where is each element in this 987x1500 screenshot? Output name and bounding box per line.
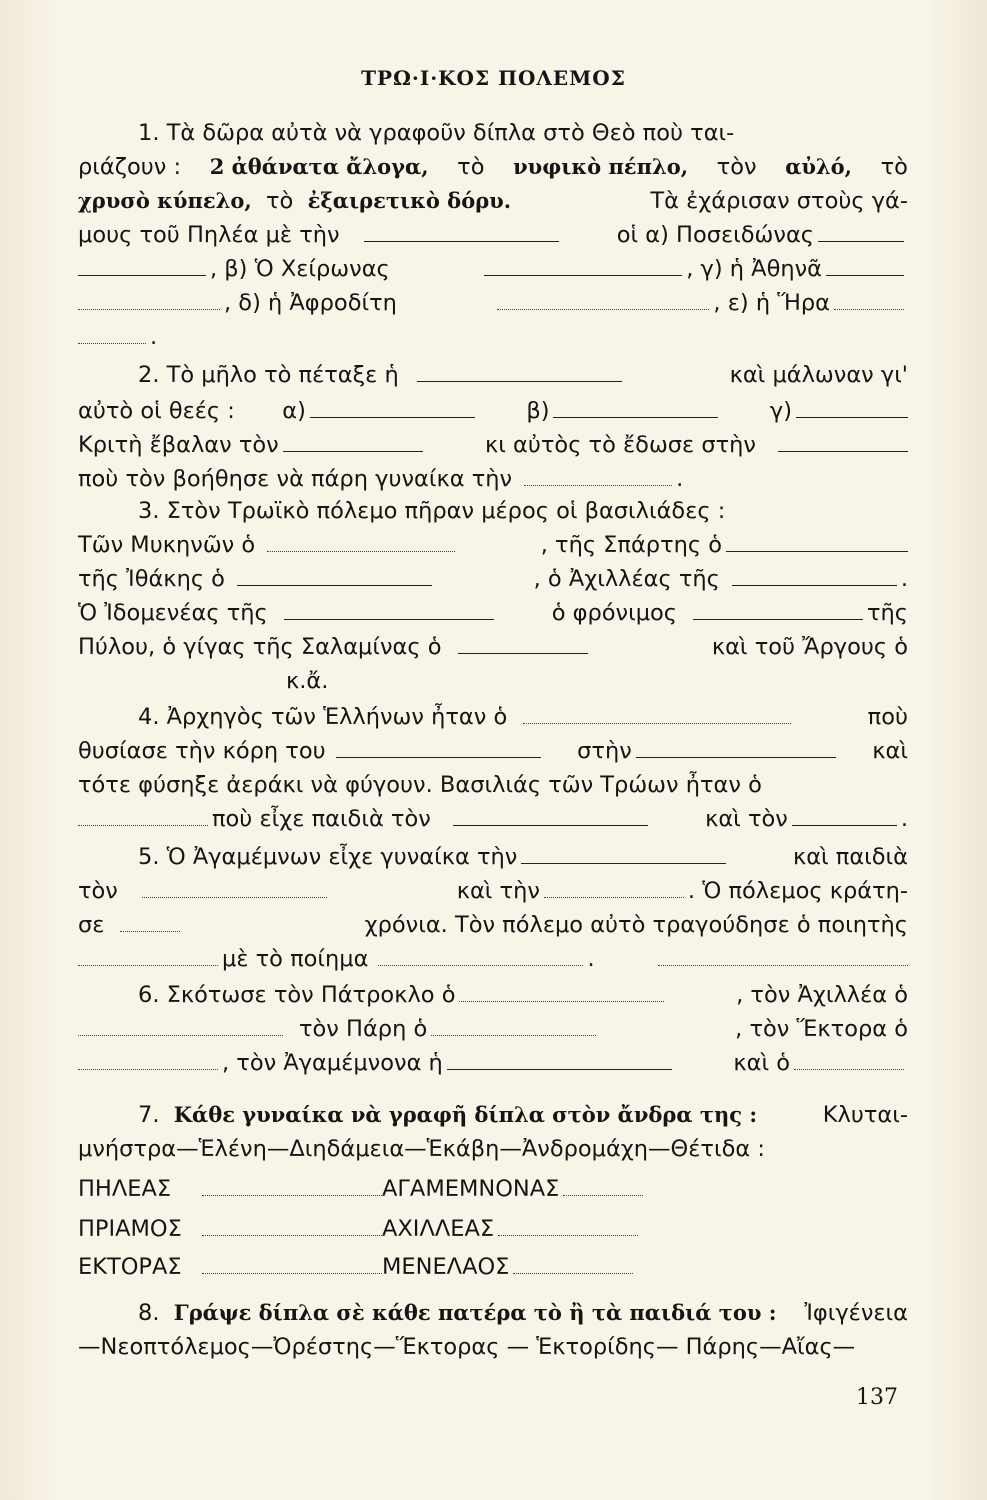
answer-blank[interactable] [78,1049,218,1070]
answer-blank[interactable] [792,805,897,826]
q2-line-2: αὐτὸ οἱ θεές : α) β) γ) [78,394,908,428]
q1-line-3: χρυσὸ κύπελο, τὸ ἐξαιρετικὸ δόρυ. Τὰ ἐχάρισαν στοὺς γά- [78,188,908,214]
q8-line-1: 8. Γράψε δίπλα σὲ κάθε πατέρα τὸ ἢ τὰ παιδιά του : Ἰφιγένεια [138,1300,908,1326]
q3-line-2: Τῶν Μυκηνῶν ὁ , τῆς Σπάρτης ὁ [78,528,908,562]
answer-blank[interactable] [336,737,541,758]
q1-line-1: 1. Τὰ δῶρα αὐτὰ νὰ γραφοῦν δίπλα στὸ Θεὸ ποὺ ται- [138,120,735,146]
q1-line-2: ριάζουν : 2 ἀθάνατα ἄλογα, τὸ νυφικὸ πέπλο, τὸν αὐλό, τὸ [78,154,908,180]
answer-blank[interactable] [818,221,904,242]
answer-blank[interactable] [202,1253,382,1274]
answer-blank[interactable] [834,289,904,310]
answer-blank[interactable] [78,255,206,276]
q2-line-3: Κριτὴ ἔβαλαν τὸν κι αὐτὸς τὸ ἔδωσε στὴν [78,428,908,462]
answer-blank[interactable] [78,805,208,826]
answer-blank[interactable] [513,1253,633,1274]
q1-line-5: , β) Ὁ Χείρωνας , γ) ἡ Ἀθηνᾶ [78,252,908,286]
answer-blank[interactable] [283,431,423,452]
q7-line-1: 7. Κάθε γυναίκα νὰ γραφῆ δίπλα στὸν ἄνδρα της : Κλυται- [138,1102,908,1128]
q4-line-3: τότε φύσηξε ἀεράκι νὰ φύγουν. Βασιλιάς τῶν Τρώων ἦταν ὁ [78,772,762,798]
answer-blank[interactable] [544,877,684,898]
q4-line-4: ποὺ εἶχε παιδιὰ τὸν καὶ τὸν . [78,802,908,836]
answer-blank[interactable] [521,843,726,864]
q2-line-4: ποὺ τὸν βοήθησε νὰ πάρη γυναίκα τὴν . [78,466,684,492]
answer-blank[interactable] [498,1215,638,1236]
answer-blank[interactable] [796,397,908,418]
answer-blank[interactable] [78,945,218,966]
answer-blank[interactable] [417,361,622,382]
q4-line-2: θυσίασε τὴν κόρη του στὴν καὶ [78,738,908,764]
q1-line-6: , δ) ἡ Ἀφροδίτη , ε) ἡ Ἥρα [78,286,908,320]
answer-blank[interactable] [142,877,327,898]
q4-line-1: 4. Ἀρχηγὸς τῶν Ἑλλήνων ἦταν ὁ ποὺ [138,704,908,730]
answer-blank[interactable] [431,1015,596,1036]
page-title: ΤΡΩ·Ι·ΚΟΣ ΠΟΛΕΜΟΣ [361,66,626,90]
answer-blank[interactable] [563,1175,643,1196]
answer-blank[interactable] [78,289,220,310]
answer-blank[interactable] [524,465,672,486]
answer-blank[interactable] [726,531,908,552]
q5-line-3: σε χρόνια. Τὸν πόλεμο αὐτὸ τραγούδησε ὁ ποιητὴς [78,912,908,938]
q7-line-2: μνήστρα—Ἑλένη—Διηδάμεια—Ἑκάβη—Ἀνδρομάχη—Θέτιδα : [78,1136,765,1162]
answer-blank[interactable] [458,633,588,654]
answer-blank[interactable] [794,1049,904,1070]
page-number: 137 [856,1385,898,1410]
answer-blank[interactable] [523,703,791,724]
answer-blank[interactable] [459,981,664,1002]
answer-blank[interactable] [120,911,180,932]
q7-row: ΕΚΤΟΡΑΣ ΜΕΝΕΛΑΟΣ [78,1250,908,1284]
q7-row: ΠΗΛΕΑΣ ΑΓΑΜΕΜΝΟΝΑΣ [78,1172,908,1206]
answer-blank[interactable] [202,1215,382,1236]
q3-line-4: Ὁ Ἰδομενέας τῆς ὁ φρόνιμος τῆς [78,600,908,626]
answer-blank[interactable] [378,945,583,966]
answer-blank[interactable] [364,221,559,242]
q2-line-1: 2. Τὸ μῆλο τὸ πέταξε ἡ καὶ μάλωναν γι' [138,362,908,388]
answer-blank[interactable] [267,531,455,552]
q6-line-1: 6. Σκότωσε τὸν Πάτροκλο ὁ , τὸν Ἀχιλλέα ὁ [138,982,908,1008]
q5-line-1: 5. Ὁ Ἀγαμέμνων εἶχε γυναίκα τὴν καὶ παιδιὰ [138,844,908,870]
answer-blank[interactable] [78,323,146,344]
answer-blank[interactable] [693,599,863,620]
answer-blank[interactable] [732,565,897,586]
q5-line-4: μὲ τὸ ποίημα . [78,942,908,976]
answer-blank[interactable] [553,397,718,418]
q1-line-4: μους τοῦ Πηλέα μὲ τὴν οἱ α) Ποσειδώνας [78,218,908,252]
q8-line-2: —Νεοπτόλεμος—Ὀρέστης—Ἕκτορας — Ἑκτορίδης— Πάρης—Αἴας— [78,1334,856,1360]
q7-row: ΠΡΙΑΜΟΣ ΑΧΙΛΛΕΑΣ [78,1212,908,1246]
answer-blank[interactable] [778,431,908,452]
answer-blank[interactable] [310,397,475,418]
answer-blank[interactable] [453,805,648,826]
answer-blank[interactable] [484,255,682,276]
q3-line-6: κ.ἄ. [286,668,329,694]
answer-blank[interactable] [636,737,836,758]
q3-line-1: 3. Στὸν Τρωϊκὸ πόλεμο πῆραν μέρος οἱ βασιλιάδες : [138,498,726,524]
q6-line-2: τὸν Πάρη ὁ , τὸν Ἕκτορα ὁ [78,1012,908,1046]
answer-blank[interactable] [497,289,709,310]
answer-blank[interactable] [447,1049,672,1070]
answer-blank[interactable] [202,1175,382,1196]
q3-line-3: τῆς Ἰθάκης ὁ , ὁ Ἀχιλλέας τῆς . [78,566,908,592]
answer-blank[interactable] [237,565,432,586]
answer-blank[interactable] [826,255,904,276]
answer-blank[interactable] [78,1015,283,1036]
q5-line-2: τὸν καὶ τὴν . Ὁ πόλεμος κράτη- [78,878,908,904]
q3-line-5: Πύλου, ὁ γίγας τῆς Σαλαμίνας ὁ καὶ τοῦ Ἄργους ὁ [78,634,908,660]
q1-line-7: . [78,320,908,354]
answer-blank[interactable] [658,945,908,966]
q6-line-3: , τὸν Ἀγαμέμνονα ἡ καὶ ὁ [78,1046,908,1080]
answer-blank[interactable] [284,599,494,620]
